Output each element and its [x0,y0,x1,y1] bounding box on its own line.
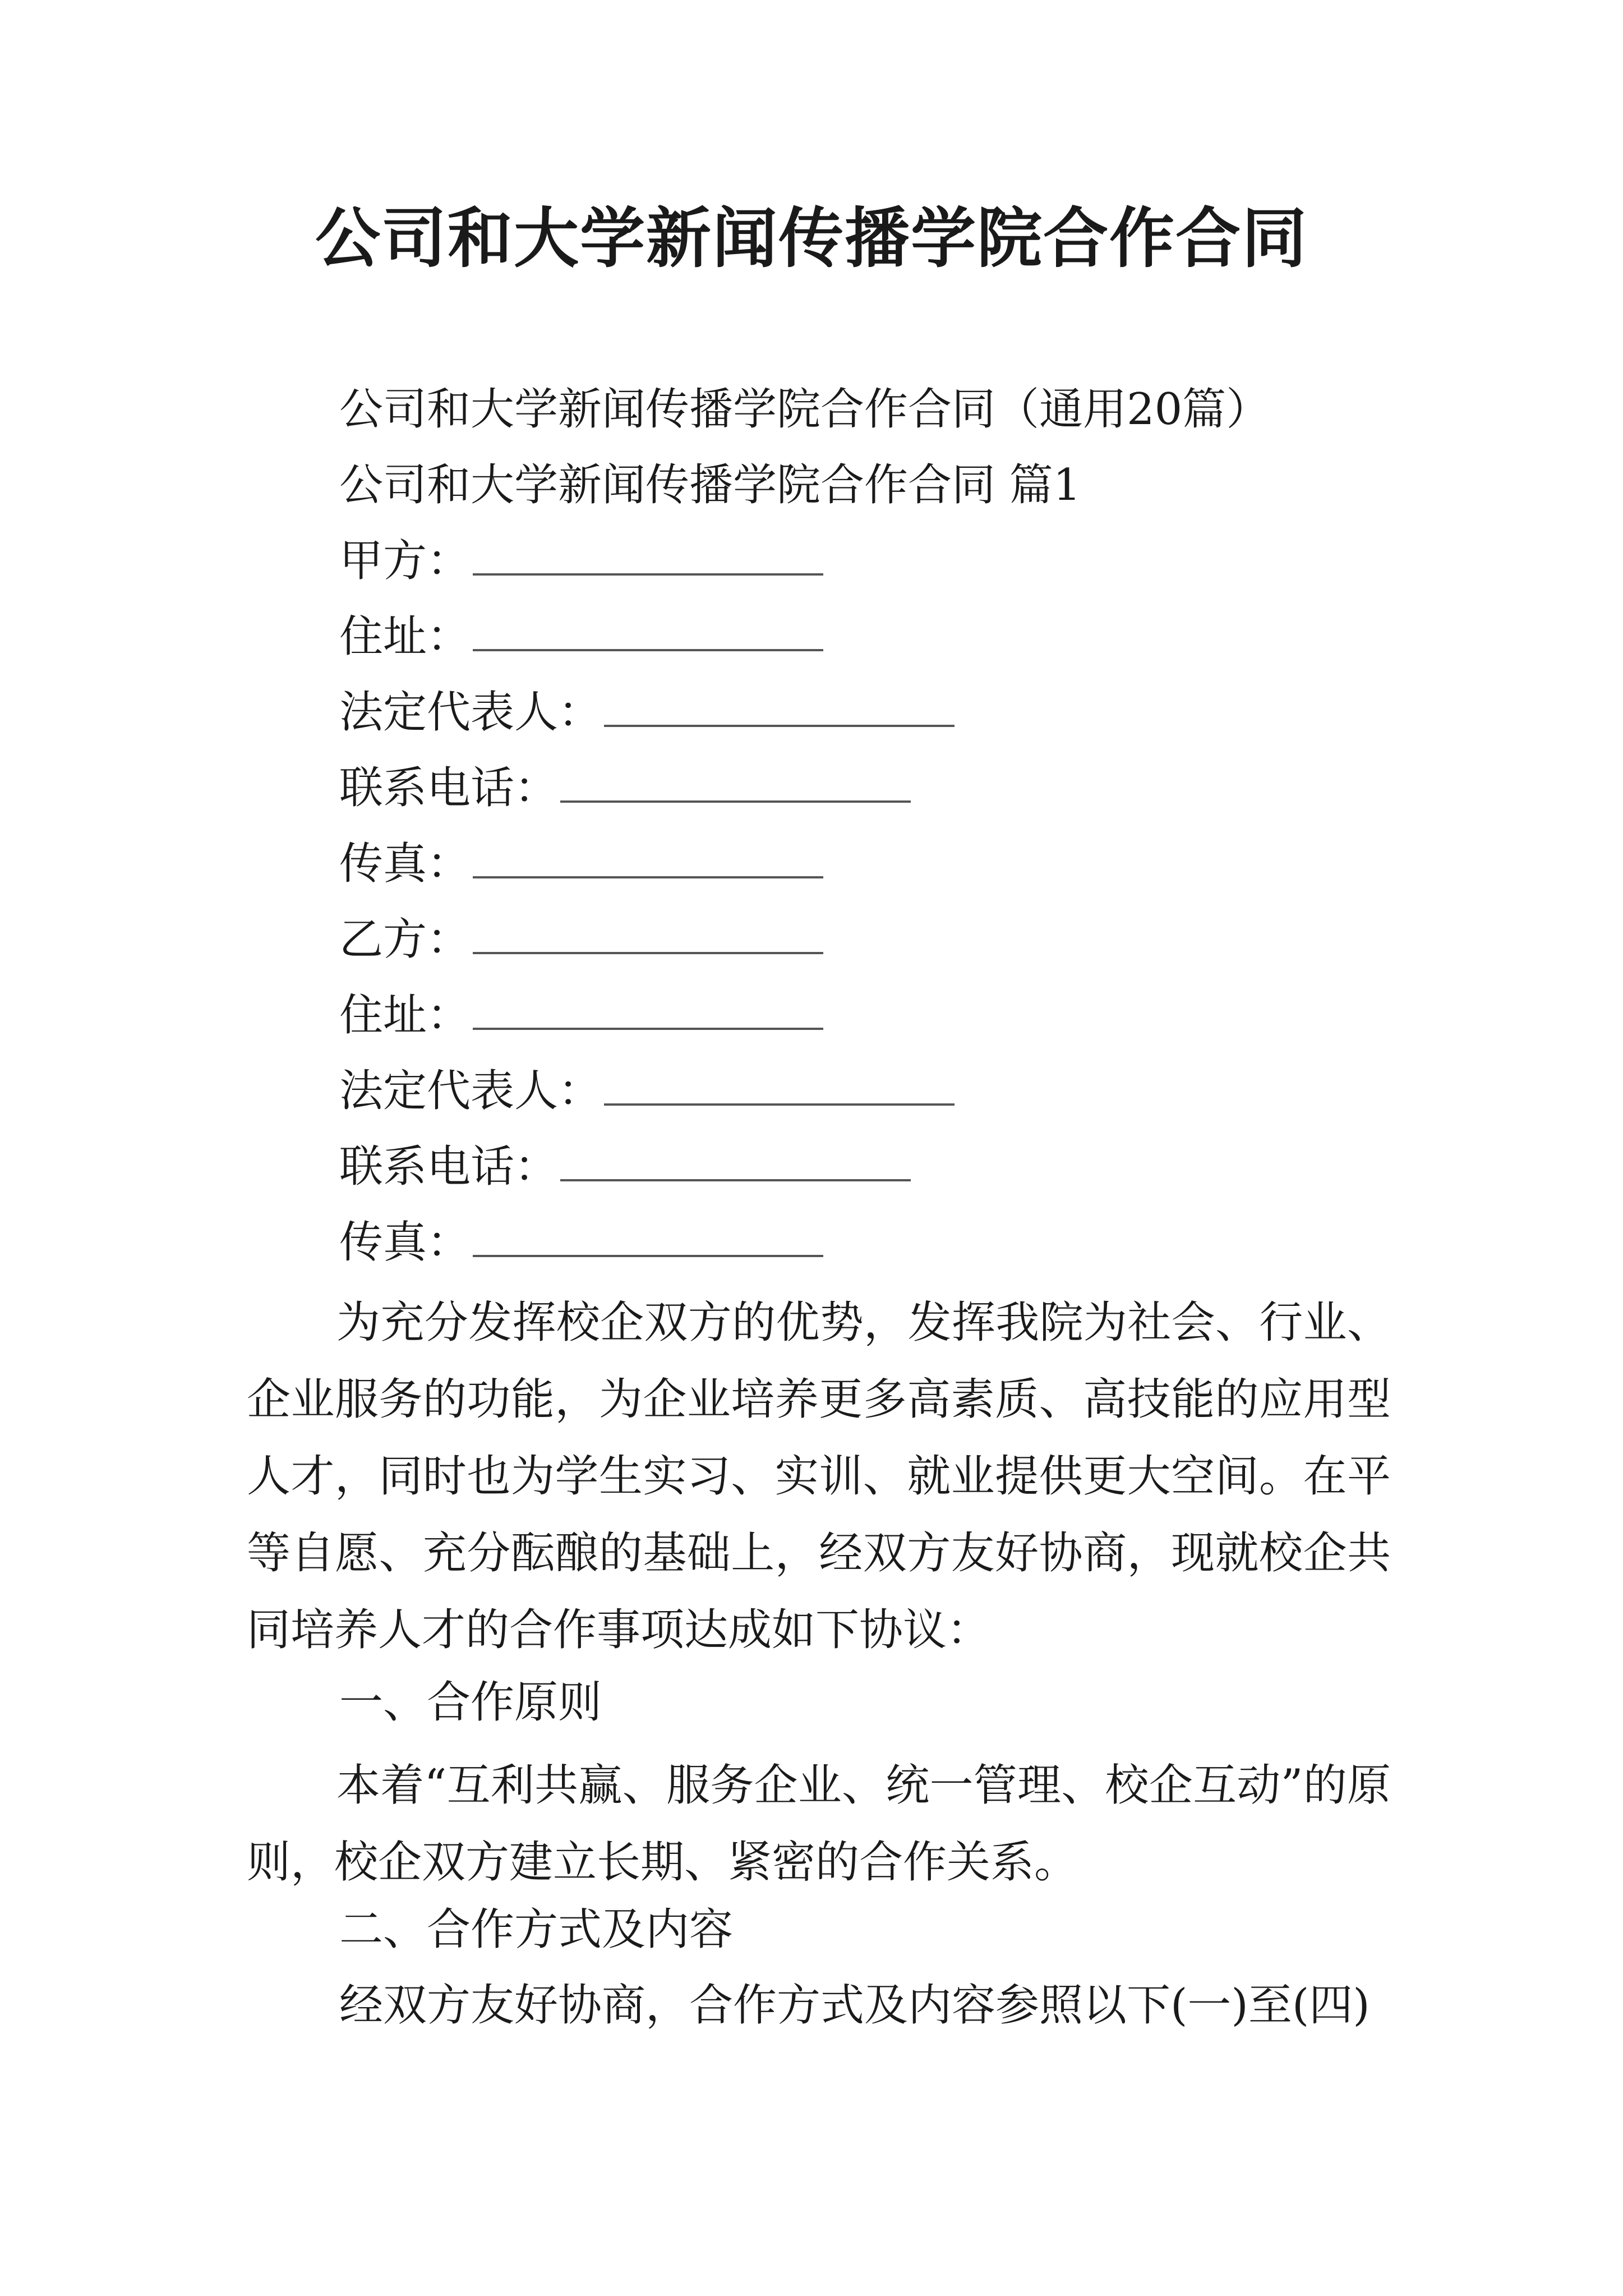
party-a-phone-blank [560,795,911,803]
party-a-address-label: 住址： [339,611,471,662]
party-a-phone-field [339,760,911,816]
party-a-blank [473,568,823,576]
party-a-phone-label: 联系电话： [339,763,559,813]
party-a-fax-label: 传真： [339,839,471,889]
party-b-fax-field [339,1214,823,1271]
section1-text: 本着“互利共赢、服务企业、统一管理、校企互动”的原则，校企双方建立长期、紧密的合作关系。 [247,1760,1391,1888]
party-a-field [339,533,823,589]
party-a-address-blank [473,643,823,651]
section2-heading: 二、合作方式及内容 [339,1904,734,1955]
party-b-phone-field [339,1139,911,1195]
party-b-field [339,912,823,968]
party-a-legal-rep-blank [604,719,955,727]
party-b-phone-blank [560,1174,911,1181]
party-b-address-blank [473,1022,823,1030]
collection-subtitle: 公司和大学新闻传播学院合作合同（通用20篇） [339,384,1270,435]
party-a-fax-field [339,836,823,892]
party-b-blank [473,946,823,954]
party-b-legal-rep-label: 法定代表人： [339,1066,602,1116]
party-a-address-field [339,609,823,665]
part-subtitle: 公司和大学新闻传播学院合作合同 篇1 [339,460,1081,510]
party-b-phone-label: 联系电话： [339,1142,559,1192]
party-b-legal-rep-blank [604,1098,955,1106]
party-b-address-label: 住址： [339,990,471,1041]
party-a-legal-rep-field [339,684,955,740]
section2-text: 经双方友好协商，合作方式及内容参照以下(一)至(四) [339,1980,1370,2031]
party-b-legal-rep-field [339,1063,955,1119]
intro-paragraph: 为充分发挥校企双方的优势，发挥我院为社会、行业、企业服务的功能，为企业培养更多高素质、高技能的应用型人才，同时也为学生实习、实训、就业提供更大空间。在平等自愿、充分酝酿的基础上，经双方友好协商，现就校企共同培养人才的合作事项达成如下协议： [247,1297,1391,1655]
party-a-legal-rep-label: 法定代表人： [339,687,602,738]
party-b-fax-label: 传真： [339,1217,471,1268]
party-b-fax-blank [473,1249,823,1257]
party-a-fax-blank [473,871,823,878]
party-a-label: 甲方： [339,536,471,586]
party-b-address-field [339,987,823,1043]
document-title: 公司和大学新闻传播学院合作合同 [315,200,1308,277]
party-b-label: 乙方： [339,914,471,965]
section1-heading: 一、合作原则 [339,1677,602,1728]
